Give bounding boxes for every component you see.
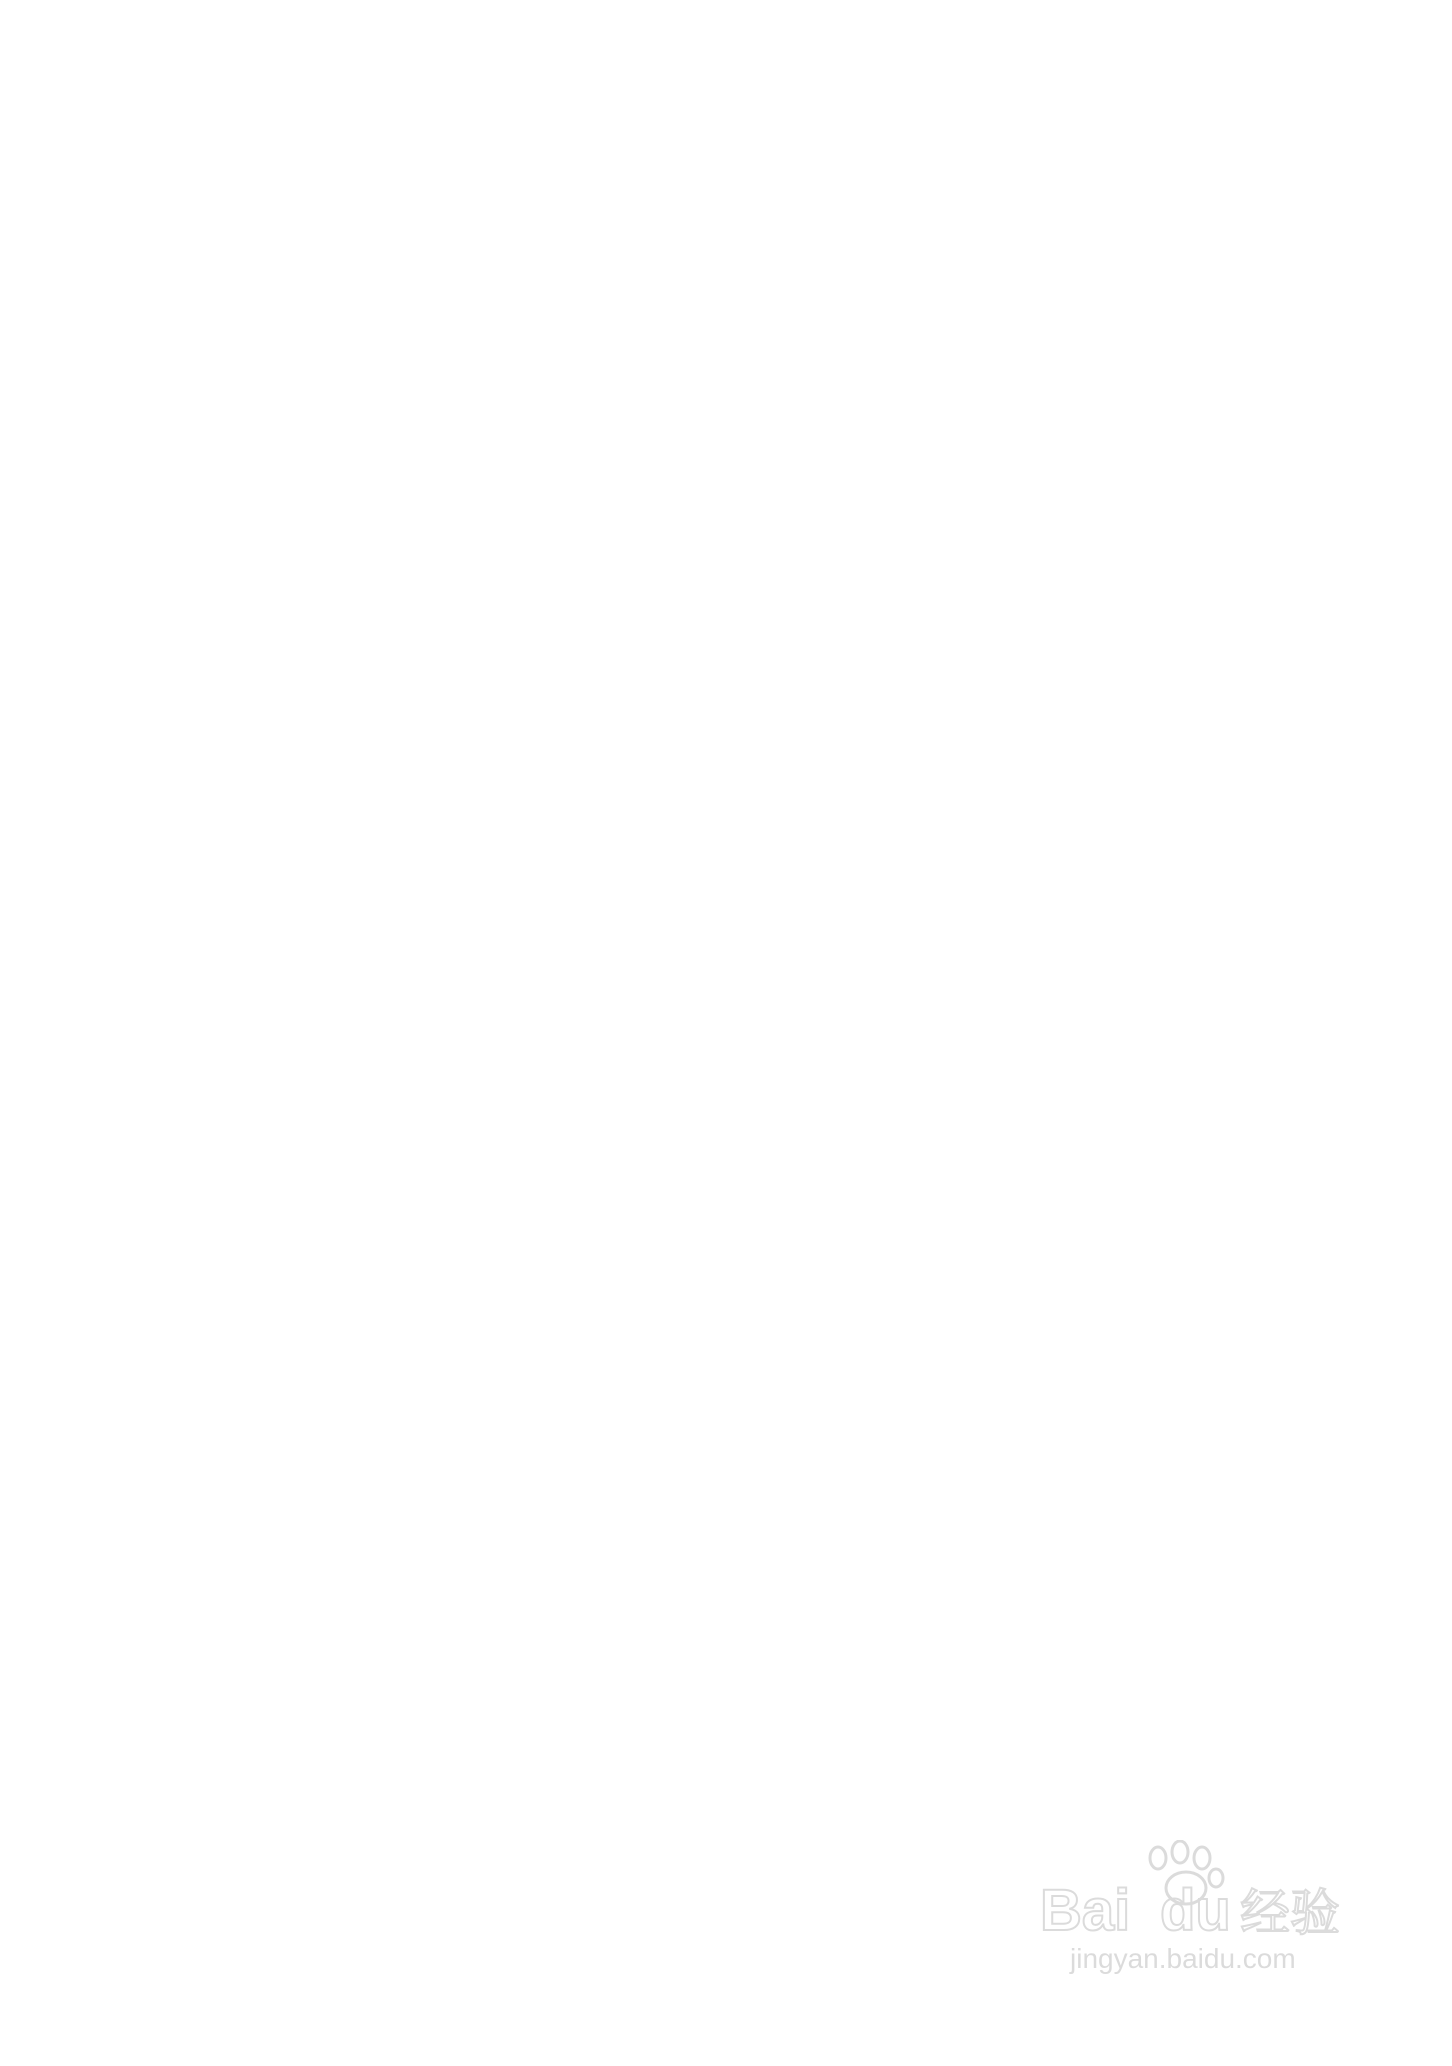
baidu-watermark [1030,1840,1360,1980]
svg-text:jingyan.baidu.com: jingyan.baidu.com [1070,1943,1296,1974]
svg-text:Bai: Bai [1040,1878,1131,1943]
svg-text:du: du [1160,1878,1231,1943]
svg-text:经验: 经验 [1240,1884,1340,1942]
